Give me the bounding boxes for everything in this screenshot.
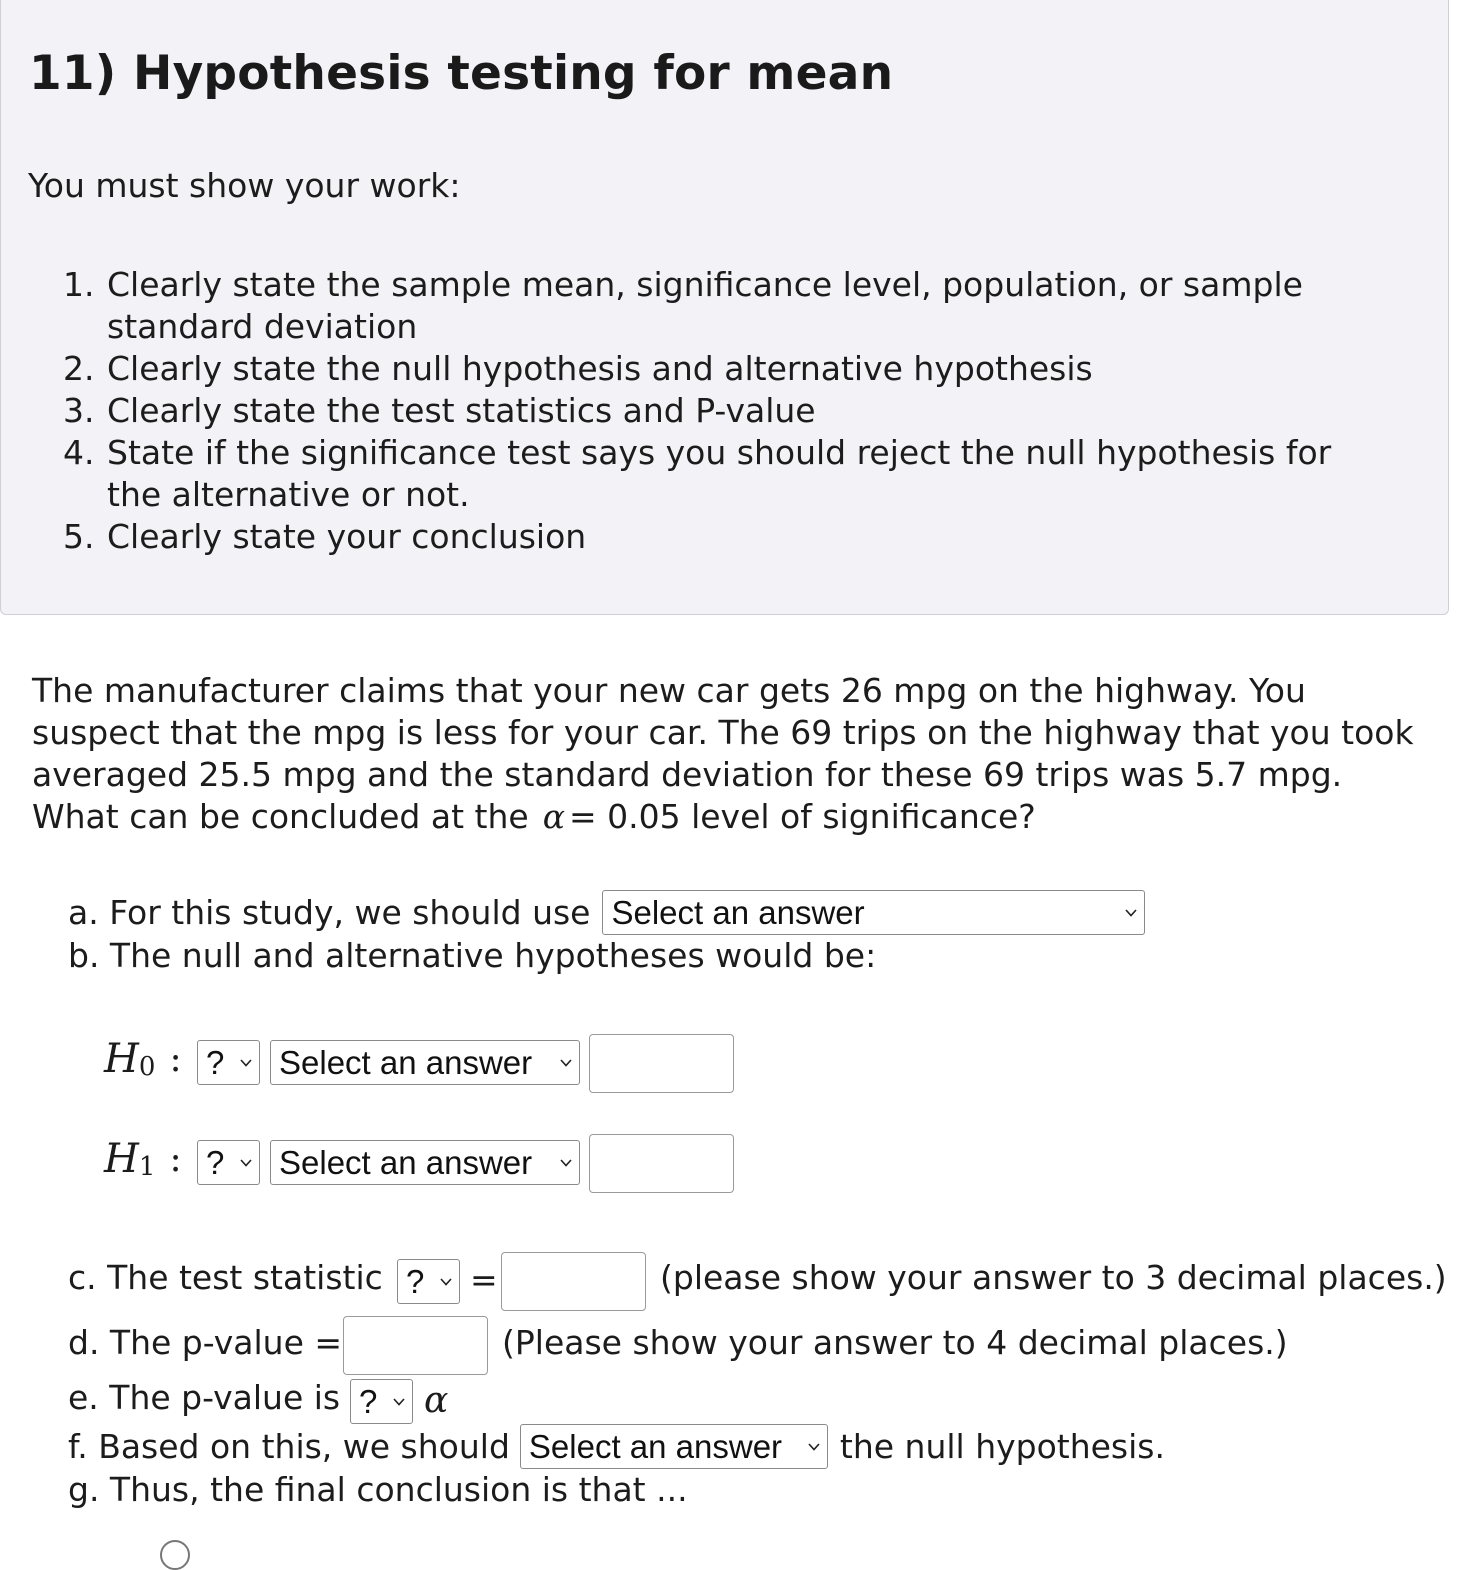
alpha-symbol: α [424, 1380, 449, 1421]
chevron-down-icon [559, 1056, 573, 1070]
equals-sign: = [470, 1260, 498, 1299]
h1-value-input[interactable] [589, 1134, 734, 1193]
decision-select[interactable]: Select an answer [520, 1424, 828, 1469]
chevron-down-icon [559, 1156, 573, 1170]
page-title: 11) Hypothesis testing for mean [29, 46, 894, 101]
alpha-symbol: α [542, 797, 565, 836]
test-statistic-input[interactable] [501, 1252, 646, 1311]
alternative-hypothesis: H $_1$ : [104, 1136, 182, 1182]
question-e-label: e. The p-value is [68, 1378, 341, 1417]
chevron-down-icon [239, 1156, 253, 1170]
p-value-compare-select[interactable]: ? [350, 1379, 413, 1424]
list-item: 3. Clearly state the test statistics and P-value [63, 391, 816, 430]
h0-relation-select[interactable]: Select an answer [270, 1040, 580, 1085]
test-statistic-note: (please show your answer to 3 decimal places.) [660, 1258, 1447, 1297]
p-value-input[interactable] [343, 1316, 488, 1375]
instructions-panel [0, 0, 1449, 615]
chevron-down-icon [439, 1275, 453, 1289]
question-f-label: f. Based on this, we should [68, 1427, 510, 1466]
chevron-down-icon [1124, 906, 1138, 920]
question-f [68, 1424, 1165, 1469]
chevron-down-icon [239, 1056, 253, 1070]
chevron-down-icon [392, 1395, 406, 1409]
study-type-select[interactable]: Select an answer [602, 890, 1145, 935]
question-d-label: d. The p-value = [68, 1323, 343, 1362]
h1-parameter-select[interactable]: ? [197, 1140, 260, 1185]
h1-relation-select[interactable]: Select an answer [270, 1140, 580, 1185]
h0-parameter-select[interactable]: ? [197, 1040, 260, 1085]
test-statistic-select[interactable]: ? [397, 1259, 460, 1304]
problem-statement: The manufacturer claims that your new car gets 26 mpg on the highway. You suspect that the mpg is less for your car. The 69 trips on the highway that you took averaged 25.5 mpg and the standard deviation for these 69 trips was 5.7 mpg. What can be concluded at the α = 0.05 level of significance? [32, 671, 1414, 836]
question-a [68, 890, 1145, 935]
instructions-intro: You must show your work: [28, 166, 461, 205]
list-item: 4. State if the significance test says you should reject the null hypothesis for the alternative or not. [63, 433, 1332, 514]
list-item: 2. Clearly state the null hypothesis and alternative hypothesis [63, 349, 1093, 388]
instructions-list [63, 264, 1393, 558]
null-hypothesis: H $_0$ : [104, 1036, 182, 1082]
question-c-label: c. The test statistic [68, 1258, 383, 1297]
list-item: 1. Clearly state the sample mean, significance level, population, or sample standard deviation [63, 265, 1303, 346]
chevron-down-icon [807, 1440, 821, 1454]
conclusion-radio[interactable] [160, 1540, 190, 1570]
question-g-label: g. Thus, the final conclusion is that ... [68, 1470, 688, 1509]
p-value-note: (Please show your answer to 4 decimal places.) [502, 1323, 1288, 1362]
h0-value-input[interactable] [589, 1034, 734, 1093]
question-f-suffix: the null hypothesis. [839, 1427, 1165, 1466]
list-item: 5. Clearly state your conclusion [63, 517, 587, 556]
question-b-label: b. The null and alternative hypotheses would be: [68, 936, 877, 975]
question-a-label: a. For this study, we should use [68, 893, 591, 932]
